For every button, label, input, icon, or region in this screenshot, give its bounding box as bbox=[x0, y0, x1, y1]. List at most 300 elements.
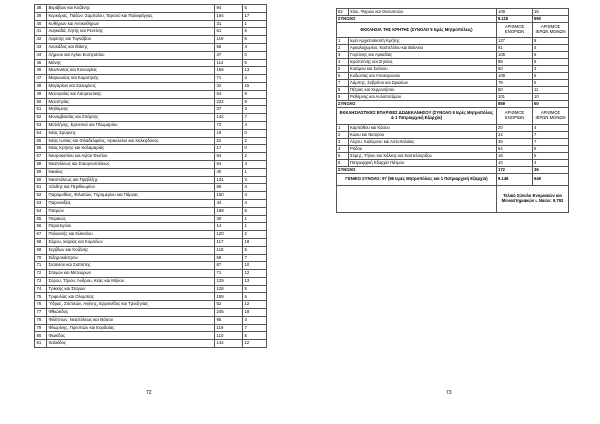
row-number: 43 bbox=[35, 43, 47, 51]
row-number: 59 bbox=[35, 168, 47, 176]
monasteries-count: 7 bbox=[243, 114, 267, 122]
monasteries-count: 7 bbox=[243, 324, 267, 332]
dodecanese-total-monasteries: 36 bbox=[533, 167, 569, 174]
table-row bbox=[337, 73, 569, 80]
row-number: 42 bbox=[35, 36, 47, 44]
row-number: 78 bbox=[35, 316, 47, 324]
table-row bbox=[337, 9, 569, 16]
metropolis-name: Ρεθύμνης και Αυλοποτάμου bbox=[349, 94, 497, 101]
metropolis-name: Χαλκίδος bbox=[47, 340, 215, 348]
monasteries-count: 8 bbox=[243, 90, 267, 98]
table-row bbox=[35, 301, 267, 309]
row-number: 48 bbox=[35, 82, 47, 90]
parishes-count: 117 bbox=[215, 238, 243, 246]
row-number: 75 bbox=[35, 293, 47, 301]
parishes-count: 64 bbox=[497, 146, 533, 153]
metropolis-name: Γορτύνης και Αρκαδίας bbox=[349, 52, 497, 59]
monasteries-count: 6 bbox=[243, 28, 267, 36]
dodecanese-total-row bbox=[337, 167, 569, 174]
parishes-count: 159 bbox=[215, 293, 243, 301]
row-number: 57 bbox=[35, 153, 47, 161]
footnote-spacer bbox=[337, 186, 497, 213]
dodecanese-header-row bbox=[337, 108, 569, 125]
metropolis-name: Χίου, Ψαρών και Οινουσσών bbox=[349, 9, 497, 16]
row-number: 3 bbox=[337, 52, 349, 59]
right-page-table bbox=[336, 8, 569, 213]
dodecanese-section-title: ΕΚΚΛΗΣΙΑΣΤΙΚΕΣ ΕΠΑΡΧΙΕΣ ΔΩΔΕΚΑΝΗΣΟΥ (ΣΥΝΟΛΟ 5 Ιερές Μητροπόλεις & 1 Πατριαρχική Εξαρχία) bbox=[337, 108, 497, 125]
parishes-count: 10 bbox=[497, 160, 533, 167]
subtotal-label: ΣΥΝΟΛΟ bbox=[337, 16, 497, 23]
footnote-row bbox=[337, 186, 569, 213]
table-row bbox=[35, 106, 267, 114]
row-number: 8 bbox=[337, 87, 349, 94]
table-row bbox=[337, 94, 569, 101]
row-number: 2 bbox=[337, 132, 349, 139]
table-row bbox=[35, 231, 267, 239]
monasteries-count: 10 bbox=[243, 262, 267, 270]
row-number: 76 bbox=[35, 301, 47, 309]
row-number: 4 bbox=[337, 59, 349, 66]
monasteries-count: 9 bbox=[243, 207, 267, 215]
left-page-table bbox=[34, 4, 267, 348]
parishes-count: 245 bbox=[215, 309, 243, 317]
parishes-count: 189 bbox=[215, 207, 243, 215]
monasteries-count: 3 bbox=[243, 160, 267, 168]
row-number: 64 bbox=[35, 207, 47, 215]
parishes-count: 64 bbox=[215, 90, 243, 98]
row-number: 40 bbox=[35, 20, 47, 28]
parishes-count: 17 bbox=[215, 145, 243, 153]
grand-total-parishes: 9.146 bbox=[497, 174, 533, 186]
row-number: 5 bbox=[337, 153, 349, 160]
table-row bbox=[337, 132, 569, 139]
row-number: 80 bbox=[35, 332, 47, 340]
metropolis-name: Λευκάδος και Ιθάκης bbox=[47, 43, 215, 51]
row-number: 5 bbox=[337, 66, 349, 73]
parishes-count: 224 bbox=[215, 98, 243, 106]
row-number: 68 bbox=[35, 238, 47, 246]
parishes-count: 87 bbox=[215, 262, 243, 270]
monasteries-count: 12 bbox=[243, 301, 267, 309]
metropolis-name: Πατριαρχική Εξαρχία Πάτμου bbox=[349, 160, 497, 167]
row-number: 39 bbox=[35, 12, 47, 20]
row-number: 70 bbox=[35, 254, 47, 262]
row-number: 81 bbox=[35, 340, 47, 348]
metropolis-name: Ιεραπύτνης και Σητείας bbox=[349, 59, 497, 66]
metropolis-name: Κυδωνίας και Αποκορώνου bbox=[349, 73, 497, 80]
row-number: 73 bbox=[35, 277, 47, 285]
parishes-count: 128 bbox=[215, 285, 243, 293]
left-page-number: 72 bbox=[146, 390, 152, 396]
row-number: 1 bbox=[337, 125, 349, 132]
parishes-count: 91 bbox=[497, 45, 533, 52]
metropolis-name: Νικοπόλεως και Πρεβέζης bbox=[47, 176, 215, 184]
parishes-count: 20 bbox=[497, 125, 533, 132]
parishes-count: 109 bbox=[497, 9, 533, 16]
table-row bbox=[35, 270, 267, 278]
monasteries-count: 5 bbox=[243, 332, 267, 340]
crete-header-row bbox=[337, 23, 569, 38]
parishes-count: 66 bbox=[215, 43, 243, 51]
grand-total-monasteries: 646 bbox=[533, 174, 569, 186]
parishes-count: 108 bbox=[497, 52, 533, 59]
row-number: 4 bbox=[337, 146, 349, 153]
metropolis-name: Νέας Ιωνίας και Φιλαδελφείας, Ηρακλείου και Χαλκηδόνος bbox=[47, 137, 215, 145]
monasteries-count: 15 bbox=[243, 82, 267, 90]
monasteries-count: 0 bbox=[243, 129, 267, 137]
monasteries-count: 2 bbox=[243, 137, 267, 145]
metropolis-name: Κώου και Νισύρου bbox=[349, 132, 497, 139]
crete-total-parishes: 859 bbox=[497, 101, 533, 108]
monasteries-count: 6 bbox=[533, 73, 569, 80]
table-row bbox=[35, 324, 267, 332]
metropolis-name: Μαγαρίων και Σαλαμίνος bbox=[47, 82, 215, 90]
table-row bbox=[35, 67, 267, 75]
monasteries-count: 4 bbox=[533, 125, 569, 132]
monasteries-count: 6 bbox=[243, 293, 267, 301]
subtotal-row bbox=[337, 16, 569, 23]
table-row bbox=[35, 153, 267, 161]
parishes-count: 86 bbox=[215, 184, 243, 192]
row-number: 49 bbox=[35, 90, 47, 98]
monasteries-count: 9 bbox=[243, 98, 267, 106]
metropolis-name: Μάνης bbox=[47, 59, 215, 67]
table-row bbox=[337, 38, 569, 45]
row-number: 82 bbox=[337, 9, 349, 16]
metropolis-name: Λαγκαδά, Λητής και Ρεντίνης bbox=[47, 28, 215, 36]
metropolis-name: Νευροκοπίου και Αγίου Φωτίου bbox=[47, 153, 215, 161]
parishes-count: 32 bbox=[215, 82, 243, 90]
parishes-count: 30 bbox=[215, 215, 243, 223]
metropolis-name: Παραμυθίας, Φιλιατών, Γηρομερίου και Πάργας bbox=[47, 192, 215, 200]
metropolis-name: Σύρου, Τήνου, Άνδρου, Κέας και Μήλου bbox=[47, 277, 215, 285]
monasteries-count: 16 bbox=[533, 9, 569, 16]
parishes-count: 19 bbox=[215, 129, 243, 137]
table-row bbox=[35, 176, 267, 184]
monasteries-count: 7 bbox=[533, 139, 569, 146]
metropolis-name: Λαρίσης και Τυρνάβου bbox=[47, 36, 215, 44]
row-number: 58 bbox=[35, 160, 47, 168]
metropolis-name: Πέτρας και Χερρονήσου bbox=[349, 87, 497, 94]
parishes-count: 52 bbox=[215, 301, 243, 309]
row-number: 74 bbox=[35, 285, 47, 293]
monasteries-count: 2 bbox=[243, 153, 267, 161]
parishes-count: 94 bbox=[215, 153, 243, 161]
monasteries-count: 18 bbox=[243, 238, 267, 246]
table-row bbox=[35, 246, 267, 254]
metropolis-name: Παροναξίας bbox=[47, 199, 215, 207]
parishes-count: 80 bbox=[497, 87, 533, 94]
monasteries-count: 4 bbox=[243, 121, 267, 129]
monasteries-count: 5 bbox=[243, 5, 267, 13]
metropolis-name: Φλωρίνης, Πρεσπών και Εορδαίας bbox=[47, 324, 215, 332]
monasteries-count: 1 bbox=[243, 215, 267, 223]
grand-total-label: ΓΕΝΙΚΟ ΣΥΝΟΛΟ: 97 (96 Ιερές Μητροπόλεις και 1 Πατριαρχική Εξαρχία) bbox=[337, 174, 497, 186]
parishes-count: 80 bbox=[497, 66, 533, 73]
parishes-count: 119 bbox=[215, 36, 243, 44]
table-row bbox=[35, 168, 267, 176]
metropolis-name: Νέας Κρήνης και Καλαμαριάς bbox=[47, 145, 215, 153]
parishes-count: 40 bbox=[215, 168, 243, 176]
metropolis-name: Ξάνθης και Περιθεωρίου bbox=[47, 184, 215, 192]
table-row bbox=[35, 332, 267, 340]
monasteries-count: 3 bbox=[243, 176, 267, 184]
parishes-count: 108 bbox=[497, 73, 533, 80]
table-row bbox=[337, 160, 569, 167]
metropolis-name: Μεσσηνίας bbox=[47, 98, 215, 106]
monasteries-count: 4 bbox=[533, 45, 569, 52]
metropolis-name: Σύμης, Τήλου και Χάλκης και Καστελλορίζου bbox=[349, 153, 497, 160]
monasteries-count: 3 bbox=[243, 192, 267, 200]
table-row bbox=[35, 43, 267, 51]
parishes-count: 164 bbox=[215, 12, 243, 20]
parishes-count: 114 bbox=[215, 59, 243, 67]
metropolis-name: Λήμνου και Αγίου Ευστρατίου bbox=[47, 51, 215, 59]
table-row bbox=[35, 5, 267, 13]
row-number: 41 bbox=[35, 28, 47, 36]
monasteries-count: 17 bbox=[243, 12, 267, 20]
table-row bbox=[35, 192, 267, 200]
table-row bbox=[35, 114, 267, 122]
monasteries-count: 5 bbox=[533, 59, 569, 66]
metropolis-name: Νεαπόλεως και Σταυρουπόλεως bbox=[47, 160, 215, 168]
parishes-count: 37 bbox=[215, 51, 243, 59]
metropolis-name: Βεράβων και Κοζάνης bbox=[47, 5, 215, 13]
metropolis-name: Ιερά Αρχιεπισκοπή Κρήτης bbox=[349, 38, 497, 45]
crete-col-monasteries: ΑΡΙΘΜΟΣ ΙΕΡΩΝ ΜΟΝΩΝ bbox=[533, 23, 569, 38]
parishes-count: 78 bbox=[497, 80, 533, 87]
dodecanese-total-label: ΣΥΝΟΛΟ bbox=[337, 167, 497, 174]
metropolis-name: Μεσογαίας και Λαυρεωτικής bbox=[47, 90, 215, 98]
metropolis-name: Μυτιλήνης, Ερεσσού και Πλωμαρίου bbox=[47, 121, 215, 129]
row-number: 63 bbox=[35, 199, 47, 207]
metropolis-name: Καρπάθου και Κάσου bbox=[349, 125, 497, 132]
row-number: 62 bbox=[35, 192, 47, 200]
crete-total-monasteries: 60 bbox=[533, 101, 569, 108]
monasteries-count: 5 bbox=[533, 153, 569, 160]
dodecanese-col-monasteries: ΑΡΙΘΜΟΣ ΙΕΡΩΝ ΜΟΝΩΝ bbox=[533, 108, 569, 125]
metropolis-name: Φωκίδος bbox=[47, 332, 215, 340]
metropolis-name: Κισάμου και Σελίνου bbox=[349, 66, 497, 73]
parishes-count: 36 bbox=[497, 139, 533, 146]
row-number: 67 bbox=[35, 231, 47, 239]
parishes-count: 110 bbox=[215, 332, 243, 340]
row-number: 53 bbox=[35, 121, 47, 129]
row-number: 38 bbox=[35, 5, 47, 13]
monasteries-count: 1 bbox=[243, 20, 267, 28]
metropolis-name: Ύδρας, Σπετσών, Αιγίνης, Ερμιονίδος και Τροιζηνίας bbox=[47, 301, 215, 309]
table-row bbox=[337, 80, 569, 87]
metropolis-name: Σερβίων και Κοζάνης bbox=[47, 246, 215, 254]
monasteries-count: 4 bbox=[243, 43, 267, 51]
parishes-count: 69 bbox=[215, 254, 243, 262]
table-row bbox=[35, 238, 267, 246]
parishes-count: 118 bbox=[215, 246, 243, 254]
metropolis-name: Σισανίου και Σιατίστης bbox=[47, 262, 215, 270]
parishes-count: 156 bbox=[215, 67, 243, 75]
metropolis-name: Πολυανής και Κιλκισίου bbox=[47, 231, 215, 239]
monasteries-count: 6 bbox=[533, 52, 569, 59]
parishes-count: 71 bbox=[215, 270, 243, 278]
parishes-count: 127 bbox=[497, 38, 533, 45]
metropolis-name: Λέρου, Καλύμνου και Αστυπαλαίας bbox=[349, 139, 497, 146]
row-number: 45 bbox=[35, 59, 47, 67]
monasteries-count: 1 bbox=[243, 168, 267, 176]
row-number: 69 bbox=[35, 246, 47, 254]
metropolis-name: Τριφυλίας και Ολυμπίας bbox=[47, 293, 215, 301]
monasteries-count: 13 bbox=[243, 67, 267, 75]
table-row bbox=[35, 36, 267, 44]
table-row bbox=[337, 87, 569, 94]
row-number: 9 bbox=[337, 94, 349, 101]
monasteries-count: 3 bbox=[243, 106, 267, 114]
table-row bbox=[35, 121, 267, 129]
table-row bbox=[35, 316, 267, 324]
subtotal-monasteries: 550 bbox=[533, 16, 569, 23]
row-number: 46 bbox=[35, 67, 47, 75]
table-row bbox=[337, 139, 569, 146]
metropolis-name: Νικαίας bbox=[47, 168, 215, 176]
monasteries-count: 11 bbox=[533, 87, 569, 94]
monasteries-count: 4 bbox=[243, 184, 267, 192]
row-number: 2 bbox=[337, 45, 349, 52]
row-number: 1 bbox=[337, 38, 349, 45]
metropolis-name: Φθιώτιδος bbox=[47, 309, 215, 317]
metropolis-name: Περιστερίου bbox=[47, 223, 215, 231]
row-number: 66 bbox=[35, 223, 47, 231]
row-number: 79 bbox=[35, 324, 47, 332]
parishes-count: 44 bbox=[215, 199, 243, 207]
monasteries-count: 5 bbox=[243, 246, 267, 254]
row-number: 56 bbox=[35, 145, 47, 153]
parishes-count: 129 bbox=[215, 277, 243, 285]
metropolis-name: Αρκαλοχωρίου, Καστελλίου και Βιάννου bbox=[349, 45, 497, 52]
monasteries-count: 13 bbox=[243, 277, 267, 285]
monasteries-count: 6 bbox=[533, 80, 569, 87]
parishes-count: 101 bbox=[497, 94, 533, 101]
parishes-count: 120 bbox=[215, 231, 243, 239]
row-number: 51 bbox=[35, 106, 47, 114]
row-number: 50 bbox=[35, 98, 47, 106]
parishes-count: 131 bbox=[215, 176, 243, 184]
table-row bbox=[35, 145, 267, 153]
metropolis-name: Σιδηροκάστρου bbox=[47, 254, 215, 262]
metropolis-name: Σάμου, Ικαρίας και Κορσέων bbox=[47, 238, 215, 246]
table-row bbox=[337, 66, 569, 73]
row-number: 44 bbox=[35, 51, 47, 59]
table-row bbox=[35, 277, 267, 285]
monasteries-count: 7 bbox=[243, 254, 267, 262]
row-number: 72 bbox=[35, 270, 47, 278]
dodecanese-total-parishes: 172 bbox=[497, 167, 533, 174]
parishes-count: 37 bbox=[215, 106, 243, 114]
parishes-count: 72 bbox=[215, 121, 243, 129]
parishes-count: 95 bbox=[215, 316, 243, 324]
table-row bbox=[337, 146, 569, 153]
parishes-count: 150 bbox=[215, 192, 243, 200]
crete-total-row bbox=[337, 101, 569, 108]
crete-section-title: ΕΚΚΛΗΣΙΑ ΤΗΣ ΚΡΗΤΗΣ (ΣΥΝΟΛΟ 9 Ιερές Μητροπόλεις) bbox=[337, 23, 497, 38]
monasteries-count: 0 bbox=[243, 51, 267, 59]
table-row bbox=[35, 184, 267, 192]
row-number: 6 bbox=[337, 73, 349, 80]
crete-total-label: ΣΥΝΟΛΟ bbox=[337, 101, 497, 108]
table-row bbox=[35, 51, 267, 59]
metropolis-name: Μηθύμνης bbox=[47, 106, 215, 114]
monasteries-count: 10 bbox=[533, 94, 569, 101]
row-number: 65 bbox=[35, 215, 47, 223]
table-row bbox=[35, 309, 267, 317]
metropolis-name: Κερκύρας, Παξών, Σαμπαίου, Ταρσού και Παλυφάγγας bbox=[47, 12, 215, 20]
monasteries-count: 5 bbox=[243, 59, 267, 67]
monasteries-count: 0 bbox=[243, 145, 267, 153]
table-row bbox=[35, 160, 267, 168]
metropolis-name: Πατρών bbox=[47, 207, 215, 215]
table-row bbox=[35, 199, 267, 207]
table-row bbox=[35, 75, 267, 83]
metropolis-name: Κυθήρων και Αντικυθήρων bbox=[47, 20, 215, 28]
monasteries-count: 7 bbox=[533, 132, 569, 139]
table-row bbox=[35, 285, 267, 293]
table-row bbox=[35, 340, 267, 348]
metropolis-name: Πειραιώς bbox=[47, 215, 215, 223]
monasteries-count: 12 bbox=[243, 340, 267, 348]
table-row bbox=[35, 82, 267, 90]
table-row bbox=[337, 59, 569, 66]
metropolis-name: Σταγών και Μετεώρων bbox=[47, 270, 215, 278]
parishes-count: 71 bbox=[215, 75, 243, 83]
parishes-count: 61 bbox=[215, 28, 243, 36]
metropolis-name: Ρόδου bbox=[349, 146, 497, 153]
parishes-count: 18 bbox=[497, 153, 533, 160]
metropolis-name: Λάμπης, Συβρίτου και Σφακίων bbox=[349, 80, 497, 87]
metropolis-name: Φιλίππων, Νεαπόλεως και Θάσου bbox=[47, 316, 215, 324]
monasteries-count: 9 bbox=[533, 38, 569, 45]
row-number: 77 bbox=[35, 309, 47, 317]
monasteries-count: 6 bbox=[243, 36, 267, 44]
table-row bbox=[35, 20, 267, 28]
table-row bbox=[35, 137, 267, 145]
subtotal-parishes: 8.115 bbox=[497, 16, 533, 23]
table-row bbox=[35, 90, 267, 98]
row-number: 47 bbox=[35, 75, 47, 83]
row-number: 54 bbox=[35, 129, 47, 137]
row-number: 55 bbox=[35, 137, 47, 145]
table-row bbox=[337, 45, 569, 52]
monasteries-count: 5 bbox=[243, 285, 267, 293]
crete-col-parishes: ΑΡΙΘΜΟΣ ΕΝΟΡΙΩΝ bbox=[497, 23, 533, 38]
row-number: 71 bbox=[35, 262, 47, 270]
monasteries-count: 4 bbox=[243, 199, 267, 207]
row-number: 52 bbox=[35, 114, 47, 122]
table-row bbox=[35, 59, 267, 67]
monasteries-count: 3 bbox=[533, 66, 569, 73]
table-row bbox=[35, 262, 267, 270]
metropolis-name: Μονεμβασίας και Σπάρτης bbox=[47, 114, 215, 122]
row-number: 3 bbox=[337, 139, 349, 146]
metropolis-name: Τρίκκης και Σταγών bbox=[47, 285, 215, 293]
grand-total-row bbox=[337, 174, 569, 186]
parishes-count: 54 bbox=[215, 160, 243, 168]
row-number: 60 bbox=[35, 176, 47, 184]
monasteries-count: 18 bbox=[243, 309, 267, 317]
row-number: 7 bbox=[337, 80, 349, 87]
parishes-count: 94 bbox=[215, 5, 243, 13]
parishes-count: 14 bbox=[215, 223, 243, 231]
parishes-count: 22 bbox=[215, 137, 243, 145]
parishes-count: 31 bbox=[215, 20, 243, 28]
parishes-count: 144 bbox=[215, 340, 243, 348]
